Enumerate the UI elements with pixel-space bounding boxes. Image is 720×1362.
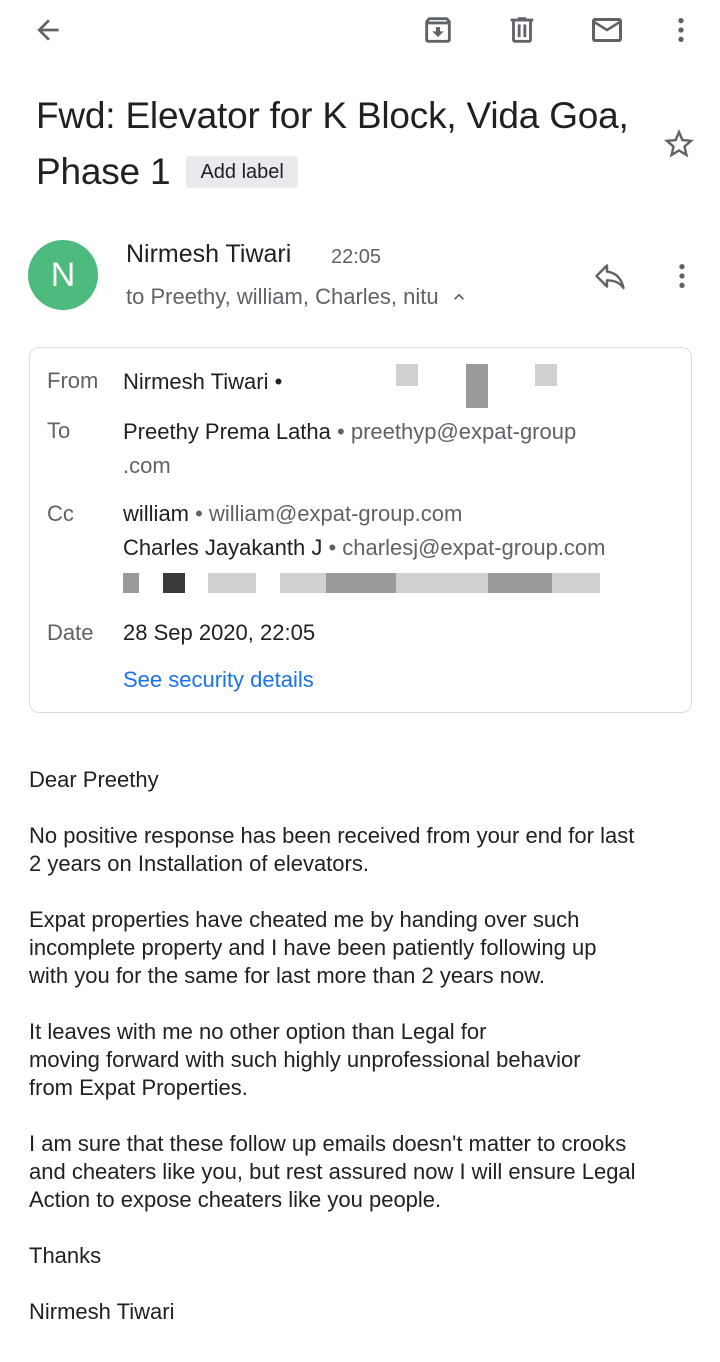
trash-icon	[505, 13, 539, 47]
to-label: To	[47, 418, 71, 443]
email-subject	[36, 88, 636, 200]
top-toolbar	[0, 0, 720, 60]
add-label-chip[interactable]: Add label	[186, 156, 297, 188]
redacted-block	[208, 573, 256, 593]
reply-icon	[592, 258, 628, 294]
sent-time: 22:05	[331, 246, 382, 268]
delete-button[interactable]	[498, 8, 546, 52]
recipients-toggle[interactable]	[126, 284, 469, 310]
chevron-up-icon	[449, 287, 469, 307]
body-paragraph-3: It leaves with me no other option than Legal for moving forward with such highly unprofessional behavior from Expat Properties.	[29, 1019, 581, 1100]
redacted-block	[326, 573, 396, 593]
cc1-email: • william@expat-group.com	[195, 501, 463, 526]
redacted-block	[488, 573, 552, 593]
redacted-block	[535, 364, 557, 386]
back-button[interactable]	[24, 8, 72, 52]
body-signature: Nirmesh Tiwari	[29, 1299, 175, 1324]
cc-label: Cc	[47, 501, 74, 526]
redacted-block	[163, 573, 185, 593]
body-paragraph-2: Expat properties have cheated me by handing over such incomplete property and I have been patiently following up with you for the same for last more than 2 years now.	[29, 907, 597, 988]
cc2-email: • charlesj@expat-group.com	[328, 535, 606, 560]
to-name: Preethy Prema Latha	[123, 419, 331, 444]
cc-value	[123, 497, 606, 565]
recipients-summary: to Preethy, william, Charles, nitu	[126, 284, 439, 309]
more-vert-icon	[666, 260, 698, 292]
body-paragraph-4: I am sure that these follow up emails doesn't matter to crooks and cheaters like you, but rest assured now I will ensure Legal Action to expose cheaters like you people.	[29, 1131, 636, 1212]
redacted-block	[123, 573, 139, 593]
see-security-details-link[interactable]: See security details	[123, 667, 314, 692]
redacted-block	[466, 364, 488, 408]
star-button[interactable]	[659, 124, 699, 164]
body-greeting: Dear Preethy	[29, 767, 159, 792]
mail-icon	[589, 12, 625, 48]
reply-button[interactable]	[586, 256, 634, 296]
redacted-block	[396, 364, 418, 386]
to-email-cont: .com	[123, 453, 171, 478]
email-body	[29, 766, 699, 1354]
more-vert-icon	[665, 14, 697, 46]
to-email: • preethyp@expat-group	[337, 419, 577, 444]
avatar-initial: N	[50, 255, 76, 294]
to-value	[123, 415, 576, 483]
sender-name: Nirmesh Tiwari	[126, 240, 292, 268]
body-paragraph-1: No positive response has been received from your end for last 2 years on Installation of elevators.	[29, 823, 635, 876]
body-thanks: Thanks	[29, 1243, 102, 1268]
from-value: Nirmesh Tiwari •	[123, 369, 283, 394]
message-details-card	[29, 347, 692, 713]
date-value: 28 Sep 2020, 22:05	[123, 620, 316, 645]
cc1-name: william	[123, 501, 189, 526]
cc2-name: Charles Jayakanth J	[123, 535, 323, 560]
more-options-button[interactable]	[657, 8, 705, 52]
message-more-button[interactable]	[662, 256, 702, 296]
sender-avatar[interactable]	[28, 240, 98, 310]
subject-text: Fwd: Elevator for K Block, Vida Goa, Phase 1	[36, 95, 629, 192]
from-label: From	[47, 368, 99, 393]
date-label: Date	[47, 620, 94, 645]
mark-unread-button[interactable]	[583, 8, 631, 52]
archive-icon	[421, 13, 455, 47]
archive-button[interactable]	[414, 8, 462, 52]
star-icon	[661, 126, 697, 162]
arrow-left-icon	[32, 14, 64, 46]
